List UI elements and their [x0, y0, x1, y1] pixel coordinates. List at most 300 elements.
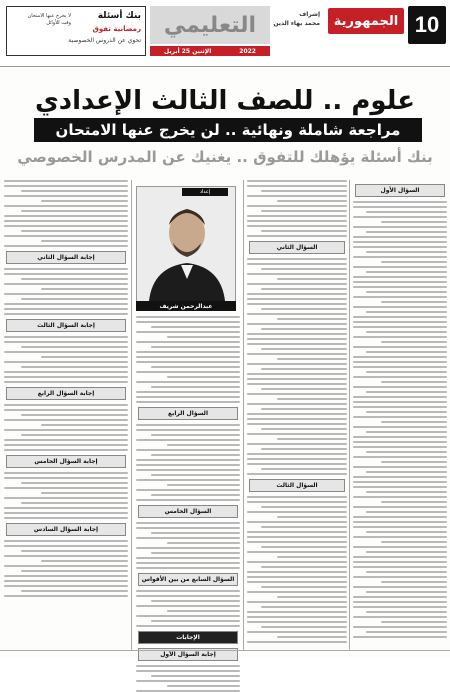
text-line [353, 586, 447, 588]
column-4-text-top [4, 180, 128, 247]
column-4-text-1 [4, 268, 128, 315]
text-line [21, 230, 128, 232]
text-line [247, 531, 347, 533]
text-line [136, 331, 240, 333]
text-line [247, 353, 347, 355]
text-line [136, 371, 240, 373]
text-line [247, 443, 347, 445]
column-3-text-low [136, 522, 240, 569]
text-line [247, 393, 347, 395]
text-line [247, 180, 347, 182]
column-2-text-mid [247, 258, 347, 475]
text-line [21, 210, 128, 212]
promo-subtitle: رمضانية تفوق [92, 25, 141, 33]
text-line [247, 641, 347, 643]
text-line [247, 225, 347, 227]
text-line [4, 336, 128, 338]
text-line [247, 453, 347, 455]
column-4-text-4 [4, 472, 128, 519]
column-1-text [353, 201, 447, 638]
text-line [261, 428, 347, 430]
text-line [247, 536, 347, 538]
text-line [381, 341, 447, 343]
column-3 [136, 316, 240, 658]
text-line [4, 381, 128, 383]
text-line [381, 541, 447, 543]
author-portrait-icon [137, 187, 235, 301]
text-line [381, 221, 447, 223]
promo-box [6, 6, 146, 56]
text-line [247, 621, 347, 623]
text-line [353, 576, 447, 578]
text-line [353, 386, 447, 388]
text-line [353, 446, 447, 448]
text-line [4, 575, 128, 577]
text-line [247, 363, 347, 365]
text-line [247, 631, 347, 633]
text-line [247, 185, 347, 187]
text-line [4, 540, 128, 542]
text-line [247, 541, 347, 543]
text-line [4, 507, 128, 509]
text-line [353, 401, 447, 403]
text-line [353, 606, 447, 608]
text-line [353, 536, 447, 538]
text-line [4, 595, 128, 597]
text-line [247, 333, 347, 335]
text-line [136, 479, 240, 481]
text-line [4, 371, 128, 373]
column-divider [243, 180, 244, 650]
text-line [4, 585, 128, 587]
text-line [381, 621, 447, 623]
text-line [247, 423, 347, 425]
text-line [41, 356, 128, 358]
text-line [353, 201, 447, 203]
text-line [353, 436, 447, 438]
text-line [247, 591, 347, 593]
text-line [4, 215, 128, 217]
text-line [136, 439, 240, 441]
text-line [247, 313, 347, 315]
section-heading-q-extra: السؤال السابع من بين الأقواس [138, 573, 238, 586]
text-line [247, 383, 347, 385]
text-line [353, 256, 447, 258]
text-line [247, 338, 347, 340]
text-line [353, 626, 447, 628]
issue-year: 2022 [239, 47, 256, 55]
text-line [21, 346, 128, 348]
text-line [151, 326, 240, 328]
text-line [4, 545, 128, 547]
text-line [353, 516, 447, 518]
text-line [4, 195, 128, 197]
text-line [4, 472, 128, 474]
text-line [247, 205, 347, 207]
text-line [21, 502, 128, 504]
text-line [353, 236, 447, 238]
text-line [261, 506, 347, 508]
text-line [247, 403, 347, 405]
text-line [136, 464, 240, 466]
text-line [4, 341, 128, 343]
text-line [381, 461, 447, 463]
text-line [4, 220, 128, 222]
text-line [247, 501, 347, 503]
text-line [247, 561, 347, 563]
text-line [4, 235, 128, 237]
text-line [21, 278, 128, 280]
text-line [366, 611, 447, 613]
text-line [247, 293, 347, 295]
text-line [366, 591, 447, 593]
text-line [353, 266, 447, 268]
text-line [277, 596, 347, 598]
text-line [261, 448, 347, 450]
text-line [136, 489, 240, 491]
text-line [353, 346, 447, 348]
text-line [353, 496, 447, 498]
text-line [366, 491, 447, 493]
column-4-text-3 [4, 404, 128, 451]
text-line [353, 396, 447, 398]
text-line [151, 532, 240, 534]
text-line [353, 616, 447, 618]
column-2 [247, 180, 347, 648]
text-line [247, 343, 347, 345]
text-line [366, 431, 447, 433]
text-line [366, 251, 447, 253]
promo-note: تحوي عن الدروس الخصوصية [68, 37, 141, 44]
text-line [21, 550, 128, 552]
text-line [261, 288, 347, 290]
text-line [136, 605, 240, 607]
text-line [4, 313, 128, 315]
column-divider [349, 180, 350, 650]
text-line [353, 316, 447, 318]
text-line [4, 361, 128, 363]
text-line [136, 391, 240, 393]
text-line [136, 381, 240, 383]
text-line [366, 311, 447, 313]
text-line [261, 468, 347, 470]
text-line [136, 547, 240, 549]
text-line [4, 376, 128, 378]
column-3-answers [136, 665, 240, 692]
text-line [261, 566, 347, 568]
text-line [41, 560, 128, 562]
section-heading-q5: السؤال الخامس [138, 505, 238, 518]
text-line [247, 298, 347, 300]
text-line [136, 527, 240, 529]
text-line [247, 378, 347, 380]
page-number: 10 [408, 6, 446, 44]
column-3-text-bottom [136, 590, 240, 627]
text-line [151, 552, 240, 554]
text-line [151, 386, 240, 388]
text-line [381, 261, 447, 263]
text-line [261, 546, 347, 548]
text-line [247, 611, 347, 613]
issue-date-bar [150, 46, 270, 56]
text-line [353, 466, 447, 468]
text-line [277, 516, 347, 518]
text-line [136, 537, 240, 539]
column-4-text-2 [4, 336, 128, 383]
column-divider [131, 180, 132, 650]
text-line [247, 258, 347, 260]
text-line [247, 576, 347, 578]
text-line [167, 542, 240, 544]
text-line [353, 476, 447, 478]
text-line [136, 562, 240, 564]
page-footer [0, 650, 450, 659]
text-line [353, 286, 447, 288]
text-line [4, 268, 128, 270]
text-line [261, 606, 347, 608]
text-line [21, 190, 128, 192]
section-heading-a6: إجابة السؤال السادس [6, 523, 126, 536]
text-line [247, 616, 347, 618]
supervisor-name: محمد بهاء الدين [273, 20, 320, 27]
tagline-headline: بنك أسئلة يؤهلك للتفوق .. يغنيك عن المدرس الخصوصي [17, 148, 433, 166]
text-line [366, 411, 447, 413]
text-line [4, 444, 128, 446]
text-line [4, 565, 128, 567]
text-line [366, 211, 447, 213]
text-line [136, 361, 240, 363]
text-line [353, 206, 447, 208]
text-line [353, 276, 447, 278]
text-line [167, 376, 240, 378]
section-heading-a1: إجابة السؤال الأول [138, 648, 238, 661]
column-1 [353, 180, 447, 648]
text-line [366, 511, 447, 513]
text-line [21, 590, 128, 592]
text-line [136, 401, 240, 403]
text-line [247, 581, 347, 583]
text-line [151, 366, 240, 368]
text-line [151, 675, 240, 677]
text-line [4, 429, 128, 431]
newspaper-logo: الجمهورية [328, 8, 404, 34]
author-name: عبدالرحمن شريف [136, 301, 236, 311]
text-line [261, 626, 347, 628]
text-line [4, 245, 128, 247]
text-line [353, 561, 447, 563]
text-line [353, 521, 447, 523]
text-line [261, 388, 347, 390]
text-line [136, 590, 240, 592]
text-line [247, 220, 347, 222]
text-line [353, 416, 447, 418]
text-line [381, 381, 447, 383]
text-line [353, 321, 447, 323]
text-line [41, 240, 128, 242]
text-line [4, 273, 128, 275]
text-line [353, 226, 447, 228]
column-4 [4, 180, 128, 648]
text-line [353, 356, 447, 358]
text-line [4, 512, 128, 514]
text-line [151, 434, 240, 436]
text-line [4, 180, 128, 182]
text-line [261, 586, 347, 588]
text-line [366, 471, 447, 473]
text-line [151, 346, 240, 348]
text-line [4, 439, 128, 441]
text-line [136, 567, 240, 569]
text-line [21, 434, 128, 436]
text-line [151, 620, 240, 622]
text-line [4, 419, 128, 421]
section-title: التعليمي [150, 6, 270, 44]
text-line [247, 433, 347, 435]
text-line [261, 268, 347, 270]
text-line [261, 368, 347, 370]
text-line [353, 441, 447, 443]
text-line [353, 596, 447, 598]
text-line [4, 555, 128, 557]
supervisor-label: إشراف [299, 11, 320, 18]
text-line [353, 306, 447, 308]
text-line [353, 566, 447, 568]
text-line [247, 373, 347, 375]
text-line [167, 484, 240, 486]
text-line [353, 336, 447, 338]
column-3-text-mid [136, 424, 240, 501]
author-photo [136, 186, 236, 302]
text-line [41, 424, 128, 426]
text-line [381, 421, 447, 423]
text-line [366, 351, 447, 353]
text-line [4, 487, 128, 489]
text-line [353, 546, 447, 548]
text-line [381, 581, 447, 583]
text-line [247, 473, 347, 475]
column-3-text-top [136, 316, 240, 403]
text-line [366, 551, 447, 553]
text-line [353, 486, 447, 488]
text-line [381, 501, 447, 503]
text-line [353, 241, 447, 243]
text-line [353, 326, 447, 328]
text-line [353, 216, 447, 218]
text-line [277, 556, 347, 558]
text-line [136, 680, 240, 682]
text-line [4, 293, 128, 295]
text-line [247, 273, 347, 275]
text-line [4, 283, 128, 285]
page-header [0, 0, 450, 67]
text-line [136, 321, 240, 323]
issue-date: الإثنين 25 أبريل [164, 47, 212, 55]
text-line [41, 200, 128, 202]
section-heading-q4: السؤال الرابع [138, 407, 238, 420]
text-line [136, 356, 240, 358]
text-line [277, 358, 347, 360]
text-line [366, 271, 447, 273]
section-heading-q1: السؤال الأول [355, 184, 445, 197]
author-tag: إعداد [182, 188, 228, 196]
text-line [136, 625, 240, 627]
text-line [277, 318, 347, 320]
text-line [366, 231, 447, 233]
text-line [247, 263, 347, 265]
text-line [167, 336, 240, 338]
column-2-text-top [247, 180, 347, 237]
text-line [4, 409, 128, 411]
section-heading-a5: إجابة السؤال الخامس [6, 455, 126, 468]
text-line [21, 366, 128, 368]
text-line [247, 511, 347, 513]
column-4-text-5 [4, 540, 128, 597]
text-line [4, 225, 128, 227]
text-line [136, 396, 240, 398]
text-line [353, 636, 447, 638]
text-line [4, 404, 128, 406]
section-heading-q2: السؤال الثاني [249, 241, 345, 254]
text-line [167, 444, 240, 446]
text-line [247, 283, 347, 285]
text-line [136, 615, 240, 617]
text-line [136, 522, 240, 524]
text-line [4, 303, 128, 305]
text-line [366, 531, 447, 533]
section-heading-a3: إجابة السؤال الثالث [6, 319, 126, 332]
text-line [4, 185, 128, 187]
text-line [353, 246, 447, 248]
text-line [353, 426, 447, 428]
text-line [261, 308, 347, 310]
text-line [136, 665, 240, 667]
text-line [136, 499, 240, 501]
text-line [261, 348, 347, 350]
text-line [366, 371, 447, 373]
text-line [353, 526, 447, 528]
text-line [353, 406, 447, 408]
text-line [136, 469, 240, 471]
text-line [261, 190, 347, 192]
text-line [4, 351, 128, 353]
text-line [151, 454, 240, 456]
text-line [366, 331, 447, 333]
text-line [136, 316, 240, 318]
text-line [4, 497, 128, 499]
text-line [247, 601, 347, 603]
text-line [151, 474, 240, 476]
text-line [353, 506, 447, 508]
text-line [261, 210, 347, 212]
text-line [136, 424, 240, 426]
text-line [247, 195, 347, 197]
text-line [136, 670, 240, 672]
section-heading-q3: السؤال الثالث [249, 479, 345, 492]
text-line [136, 459, 240, 461]
text-line [247, 496, 347, 498]
text-line [366, 291, 447, 293]
text-line [151, 494, 240, 496]
promo-title: بنك أسئلة [97, 11, 141, 21]
text-line [4, 449, 128, 451]
text-line [277, 438, 347, 440]
text-line [41, 492, 128, 494]
promo-tagline: لا يخرج عنها الامتحان وقت للأوائل [27, 13, 71, 26]
text-line [4, 580, 128, 582]
text-line [21, 570, 128, 572]
text-line [247, 235, 347, 237]
text-line [353, 281, 447, 283]
